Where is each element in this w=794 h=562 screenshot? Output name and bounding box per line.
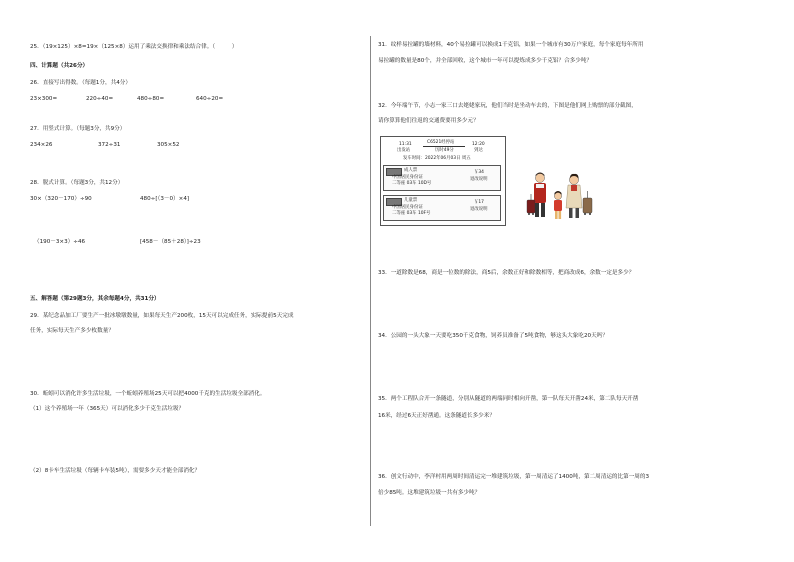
child-refund-note: 退改说明 bbox=[470, 207, 488, 212]
train-number: C6521经停站 bbox=[427, 140, 455, 145]
ticket-figure bbox=[380, 136, 506, 226]
question-29-line2: 任务，实际每天生产多少枚数量？ bbox=[30, 328, 114, 334]
question-29-line1: 29．某纪念品加工厂要生产一批冰墩墩数量，如果每天生产200枚，15天可以完成任务，实际提前5天完成 bbox=[30, 313, 294, 319]
question-31-line2: 易拉罐的数量是80个，并全部回收，这个城市一年可以提炼成多少千克铝？合多少吨？ bbox=[378, 58, 593, 64]
section-5-heading: 五、解答题（第29题3分，其余每题4分，共31分） bbox=[30, 296, 160, 302]
adult-seat: 二等座 03车 10D号 bbox=[392, 181, 432, 186]
question-35-line2: 16米，经过6天正好凿通。这条隧道长多少米？ bbox=[378, 413, 495, 419]
departure-date: 发车时间：2022年06月03日 周五 bbox=[403, 156, 471, 161]
adult-refund-note: 退改说明 bbox=[470, 177, 488, 182]
departure-time: 11:31 bbox=[399, 142, 412, 147]
question-32-line2: 请你算算他们往返的交通费要用多少元？ bbox=[378, 118, 479, 124]
question-33: 33．一道除数是68，商是一位数的除法，商5后，余数正好和除数相等，把商改成6，余数一定是多少？ bbox=[378, 270, 635, 276]
q27-item-2: 372÷31 bbox=[98, 142, 121, 148]
child-ticket-label: 儿童票 bbox=[404, 198, 418, 203]
trip-duration: 历时49分 bbox=[435, 148, 454, 153]
adult-id-type: 中国居民身份证 bbox=[392, 175, 423, 180]
q27-item-3: 305×52 bbox=[157, 142, 180, 148]
question-30: 30．蚯蚓可以消化许多生活垃圾，一个蚯蚓养殖场25天可以把4000千克的生活垃圾全部消化。 bbox=[30, 391, 266, 397]
question-35-line1: 35．两个工程队合开一条隧道，分别从隧道的两端同时相向开凿，第一队每天开凿24米，第二队每天开凿 bbox=[378, 396, 639, 402]
child-price: ￥17 bbox=[474, 200, 484, 205]
adult-ticket-label: 成人票 bbox=[404, 168, 418, 173]
child-ticket bbox=[383, 195, 501, 221]
q28-item-2: 480÷[（3－0）×4] bbox=[140, 196, 190, 202]
question-27: 27．用竖式计算。（每题3分，共9分） bbox=[30, 126, 126, 132]
route-arrow bbox=[423, 146, 465, 147]
q26-item-4: 640÷20= bbox=[196, 96, 224, 102]
question-32-line1: 32．今年端午节，小志一家三口去姥姥家玩，他们当时是坐动车去的，下图是他们网上购票的部分截图， bbox=[378, 103, 637, 109]
question-36-line1: 36．创文行动中，李洋村用两周时间清运完一堆建筑垃圾，第一周清运了1400吨，第二周清运的比第一周的3 bbox=[378, 474, 650, 480]
question-34: 34．公园的一头大象一天要吃350千克食物，饲养员准备了5吨食物，够这头大象吃20天吗？ bbox=[378, 333, 608, 339]
q27-item-1: 234×26 bbox=[30, 142, 53, 148]
q26-item-3: 480÷80= bbox=[137, 96, 165, 102]
q28-item-3: （190－3×3）÷46 bbox=[34, 239, 86, 245]
column-divider bbox=[370, 36, 371, 526]
child-id-type: 中国居民身份证 bbox=[392, 205, 423, 210]
question-26: 26．直接写出得数。（每题1分，共4分） bbox=[30, 80, 131, 86]
question-30-part1: （1）这个养殖场一年（365天）可以消化多少千克生活垃圾？ bbox=[30, 406, 185, 412]
question-31-line1: 31．纹样易拉罐的墙材料，40个易拉罐可以换成1千克铝，如果一个城市有30万户家庭，每个家庭每年所用 bbox=[378, 42, 644, 48]
question-28: 28．脱式计算。（每题3分，共12分） bbox=[30, 180, 124, 186]
question-36-line2: 倍少85吨。这堆建筑垃圾一共有多少吨？ bbox=[378, 490, 481, 496]
q28-item-1: 30×（320－170）÷90 bbox=[30, 196, 92, 202]
departure-station: 出发站 bbox=[397, 148, 411, 153]
family-travel-illustration bbox=[526, 170, 594, 226]
q28-item-4: [458－（85＋28）]÷23 bbox=[140, 239, 201, 245]
q26-item-2: 220÷40= bbox=[86, 96, 114, 102]
question-25: 25．（19×125）×8=19×（125×8）运用了乘法交换律和乘法结合律。（ ） bbox=[30, 44, 238, 50]
arrival-station: 到达 bbox=[474, 148, 483, 153]
arrival-time: 12:20 bbox=[472, 142, 485, 147]
child-seat: 二等座 03车 10F号 bbox=[392, 211, 431, 216]
section-4-heading: 四、计算题（共26分） bbox=[30, 63, 89, 69]
question-30-part2: （2）8卡车生活垃圾（每辆卡车装5吨），需要多少天才能全部消化？ bbox=[30, 468, 201, 474]
adult-price: ￥34 bbox=[474, 170, 484, 175]
q26-item-1: 23×300= bbox=[30, 96, 58, 102]
adult-ticket bbox=[383, 165, 501, 191]
